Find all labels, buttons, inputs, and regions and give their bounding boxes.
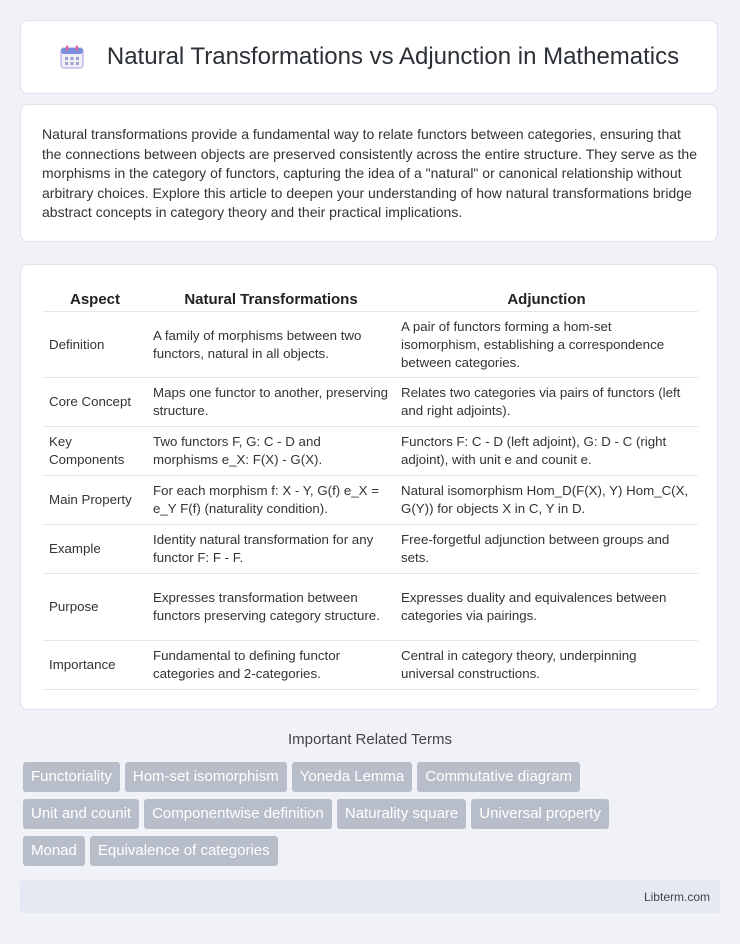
comparison-table xyxy=(43,285,698,690)
footer-site-link[interactable]: Libterm.com xyxy=(643,889,710,904)
related-term-tag[interactable]: Hom-set isomorphism xyxy=(125,762,287,792)
footer xyxy=(20,880,720,913)
table-cell: Definition xyxy=(43,312,147,378)
table-cell: Importance xyxy=(43,641,147,690)
table-cell: Expresses duality and equivalences between categories via pairings. xyxy=(395,574,698,641)
table-cell: Main Property xyxy=(43,476,147,525)
table-header-row xyxy=(43,285,698,312)
table-cell: Functors F: C - D (left adjoint), G: D - C (right adjoint), with unit e and counit e. xyxy=(395,427,698,476)
table-row xyxy=(43,378,698,427)
related-term-tag[interactable]: Commutative diagram xyxy=(417,762,580,792)
table-cell: Example xyxy=(43,525,147,574)
table-row xyxy=(43,525,698,574)
table-cell: Two functors F, G: C - D and morphisms e_X: F(X) - G(X). xyxy=(147,427,395,476)
table-cell: For each morphism f: X - Y, G(f) e_X = e_Y F(f) (naturality condition). xyxy=(147,476,395,525)
related-term-tag[interactable]: Unit and counit xyxy=(23,799,139,829)
column-header-natural-transformations: Natural Transformations xyxy=(147,285,395,312)
table-row xyxy=(43,476,698,525)
table-cell: Fundamental to defining functor categories and 2-categories. xyxy=(147,641,395,690)
column-header-adjunction: Adjunction xyxy=(395,285,698,312)
table-cell: Central in category theory, underpinning universal constructions. xyxy=(395,641,698,690)
table-cell: Relates two categories via pairs of functors (left and right adjoints). xyxy=(395,378,698,427)
table-row xyxy=(43,312,698,378)
related-term-tag[interactable]: Functoriality xyxy=(23,762,120,792)
table-cell: A family of morphisms between two functors, natural in all objects. xyxy=(147,312,395,378)
related-term-tag[interactable]: Yoneda Lemma xyxy=(292,762,413,792)
related-term-tag[interactable]: Equivalence of categories xyxy=(90,836,278,866)
title-card xyxy=(20,20,718,94)
calendar-icon xyxy=(59,44,85,70)
table-cell: Natural isomorphism Hom_D(F(X), Y) Hom_C(X, G(Y)) for objects X in C, Y in D. xyxy=(395,476,698,525)
table-cell: Free-forgetful adjunction between groups and sets. xyxy=(395,525,698,574)
related-terms-list xyxy=(23,762,703,873)
page-title: Natural Transformations vs Adjunction in Mathematics xyxy=(106,43,680,70)
related-term-tag[interactable]: Naturality square xyxy=(337,799,466,829)
table-cell: Key Components xyxy=(43,427,147,476)
related-term-tag[interactable]: Componentwise definition xyxy=(144,799,332,829)
comparison-card xyxy=(20,264,718,710)
related-term-tag[interactable]: Universal property xyxy=(471,799,609,829)
table-cell: Identity natural transformation for any functor F: F - F. xyxy=(147,525,395,574)
table-cell: Core Concept xyxy=(43,378,147,427)
table-row xyxy=(43,574,698,641)
table-cell: A pair of functors forming a hom-set isomorphism, establishing a correspondence between categories. xyxy=(395,312,698,378)
table-cell: Expresses transformation between functors preserving category structure. xyxy=(147,574,395,641)
table-row xyxy=(43,641,698,690)
related-terms-title: Important Related Terms xyxy=(288,731,452,748)
table-cell: Purpose xyxy=(43,574,147,641)
table-row xyxy=(43,427,698,476)
related-term-tag[interactable]: Monad xyxy=(23,836,85,866)
table-cell: Maps one functor to another, preserving structure. xyxy=(147,378,395,427)
intro-card xyxy=(20,104,718,242)
intro-text: Natural transformations provide a fundamental way to relate functors between categories, ensuring that the connections between objects are preserved consistently across the entire structure. They serve as the morphisms in the category of functors, capturing the idea of a "natural" or canonical relationship without arbitrary choices. Explore this article to deepen your understanding of how natural transformations bridge abstract concepts in category theory and their practical implications. xyxy=(42,126,697,221)
column-header-aspect: Aspect xyxy=(43,285,147,312)
